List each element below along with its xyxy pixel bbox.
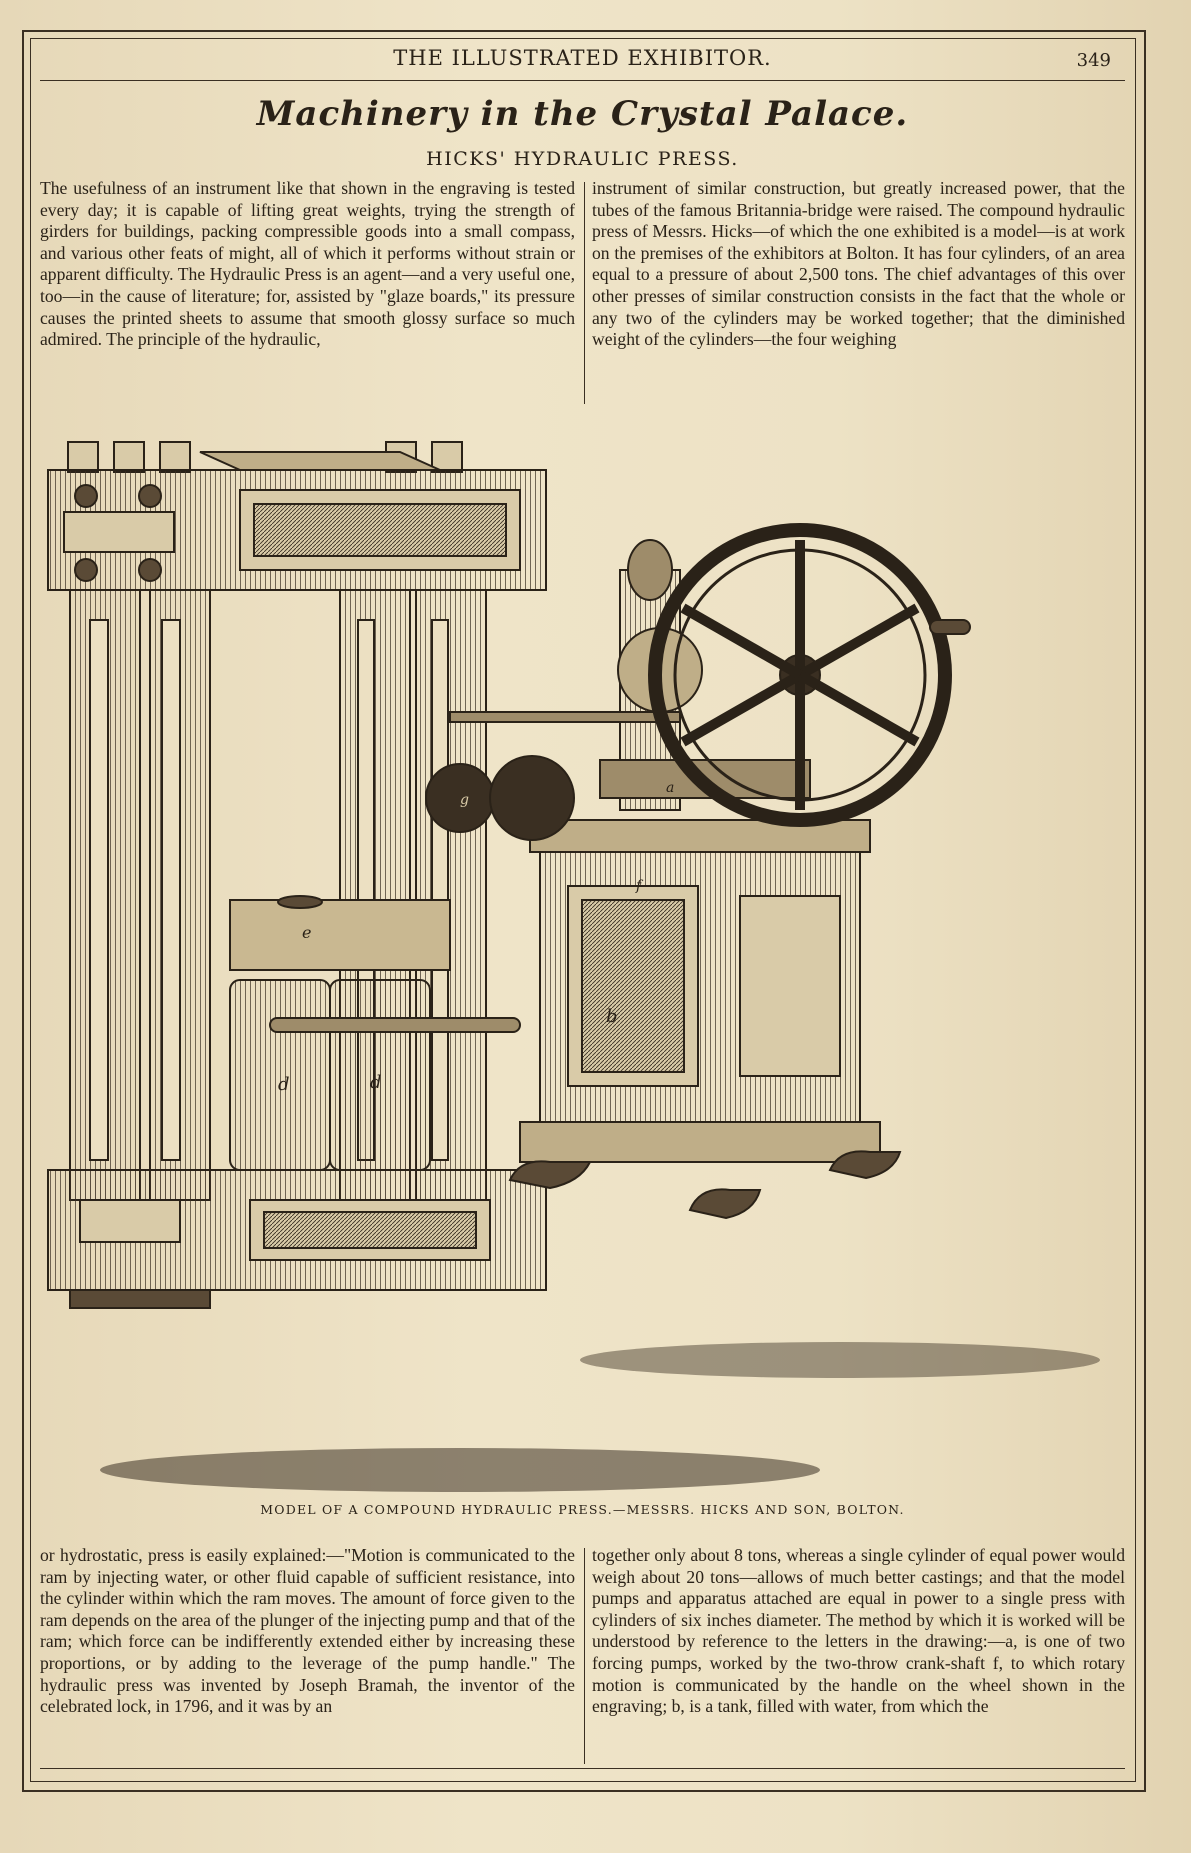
running-header: [40, 42, 1125, 81]
page-number: 349: [1076, 50, 1111, 71]
hydraulic-press-engraving: [40, 420, 1125, 1505]
running-title: THE ILLUSTRATED EXHIBITOR.: [393, 46, 772, 70]
top-right-column: instrument of similar construction, but greatly increased power, that the tubes of the famous Britannia-bridge were raised. The compound hydraulic press of Messrs. Hicks—of which the one exhibited is a model—is at work on the premises of the exhibitors at Bolton. It has four cylinders, of an area equal to a pressure of about 2,500 tons. The chief advantages of this over other presses of similar construction consists in the fact that the whole or any two of the cylinders may be worked together; that the diminished weight of the cylinders—the four weighing: [592, 178, 1125, 350]
label-e: e: [302, 923, 312, 942]
label-b: b: [606, 1006, 618, 1027]
main-heading: Machinery in the Crystal Palace.: [256, 94, 909, 134]
label-d-left: d: [278, 1074, 290, 1095]
label-d-right: d: [370, 1072, 382, 1093]
figure-caption: MODEL OF A COMPOUND HYDRAULIC PRESS.—MESSRS. HICKS AND SON, BOLTON.: [260, 1502, 905, 1517]
bottom-right-column: together only about 8 tons, whereas a single cylinder of equal power would weigh about 20 tons—allows of much better castings; and that the model pumps and apparatus attached are equal in power to a single press with cylinders of six inches diameter. The method by which it is worked will be understood by reference to the letters in the drawing:—a, is one of two forcing pumps, worked by the two-throw crank-shaft f, to which rotary motion is communicated by the handle on the wheel shown in the engraving; b, is a tank, filled with water, from which the: [592, 1545, 1125, 1717]
label-f: f: [636, 878, 642, 894]
bottom-rule: [40, 1768, 1125, 1769]
label-a: a: [666, 780, 675, 796]
sub-heading: HICKS' HYDRAULIC PRESS.: [426, 148, 739, 170]
column-divider-top: [584, 182, 585, 404]
bottom-left-column: or hydrostatic, press is easily explained:—"Motion is communicated to the ram by injecting water, or other fluid capable of sufficient resistance, into the cylinder within which the ram moves. The amount of force given to the ram depends on the area of the plunger of the injecting pump and that of the ram; which force can be indifferently extended either by increasing these proportions, or by adding to the leverage of the pump handle." The hydraulic press was invented by Joseph Bramah, the inventor of the celebrated lock, in 1796, and it was by an: [40, 1545, 575, 1717]
column-divider-bottom: [584, 1548, 585, 1764]
label-g: g: [460, 792, 469, 808]
top-left-column: The usefulness of an instrument like that shown in the engraving is tested every day; it is capable of lifting great weights, trying the strength of girders for buildings, packing compressible goods into a small compass, and various other feats of might, all of which it performs without strain or apparent difficulty. The Hydraulic Press is an agent—and a very useful one, too—in the cause of literature; for, assisted by "glaze boards," its pressure causes the printed sheets to assume that smooth glossy surface so much admired. The principle of the hydraulic,: [40, 178, 575, 350]
press-frame: [48, 442, 546, 1308]
